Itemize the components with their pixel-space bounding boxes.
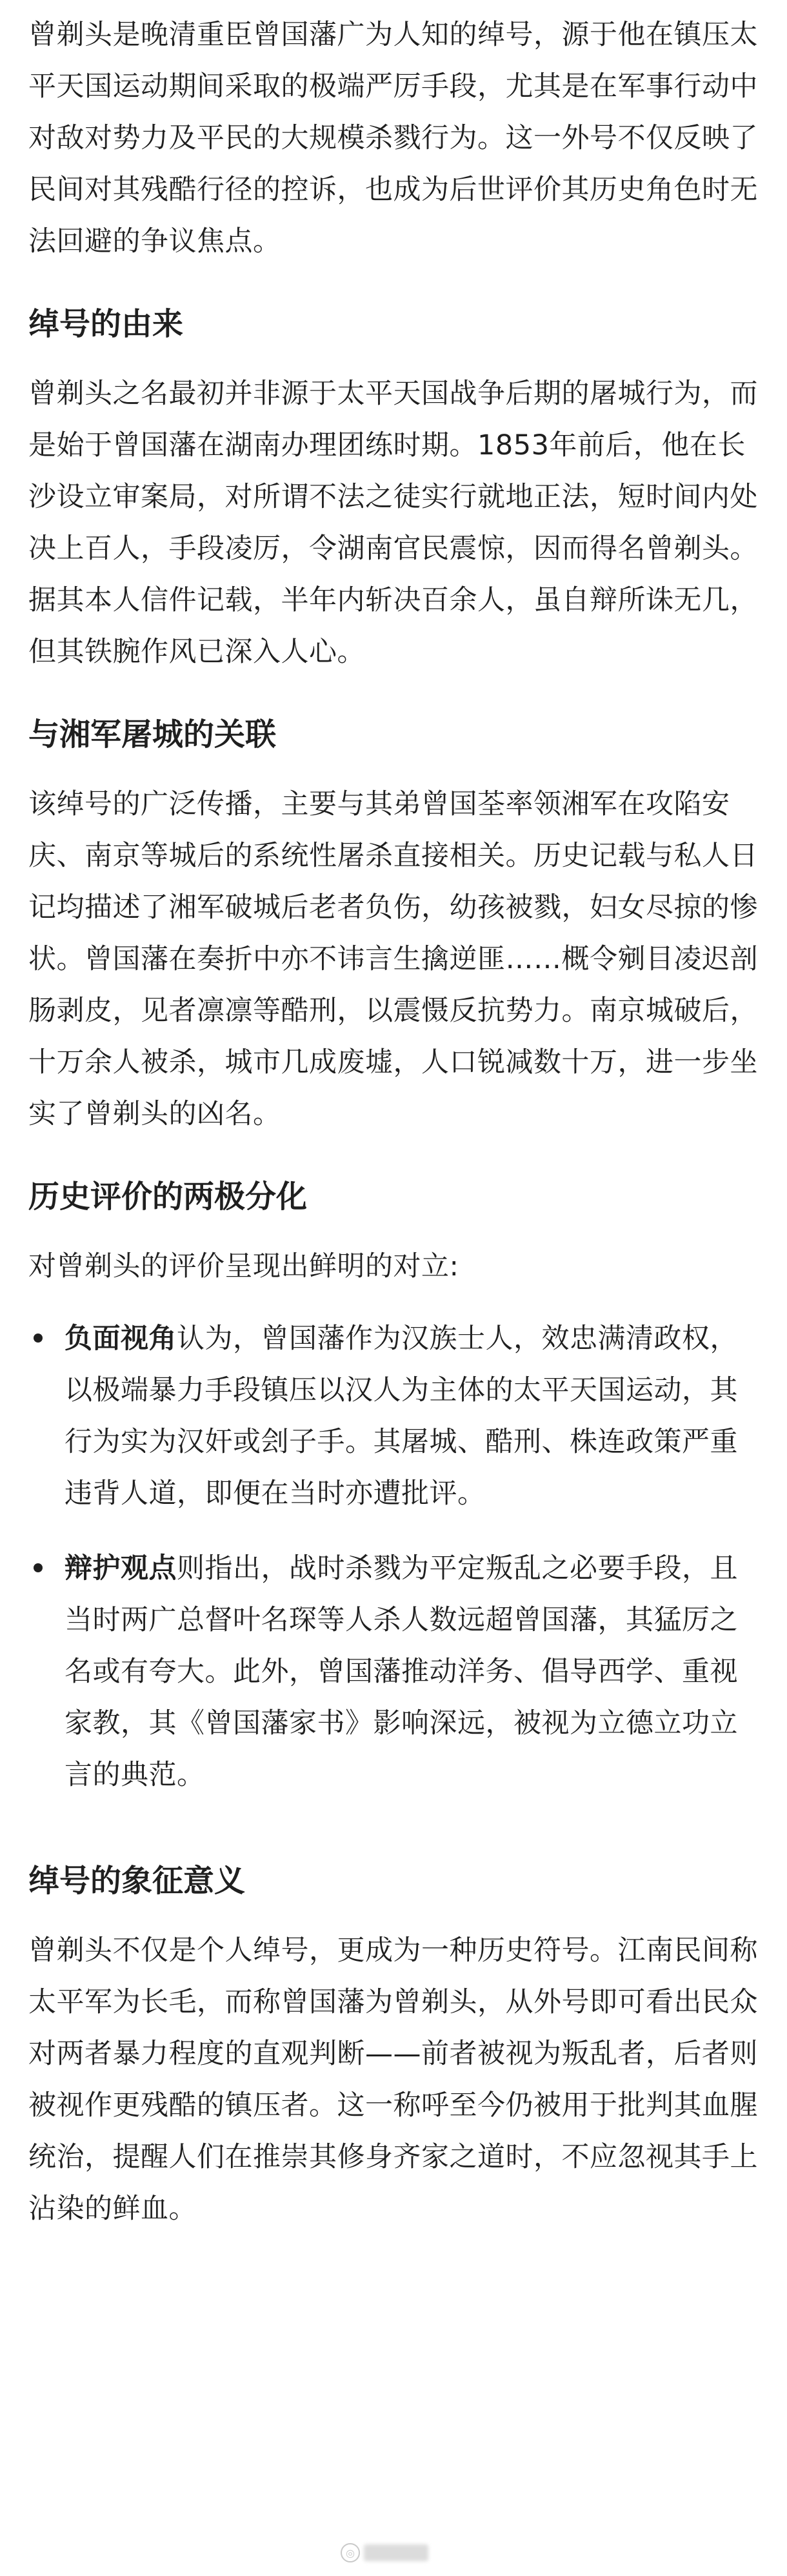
heading-symbolism: 绰号的象征意义 [28,1863,246,1899]
evaluation-lead: 对曾剃头的评价呈现出鲜明的对立: [28,1250,459,1283]
heading-evaluation: 历史评价的两极分化 [28,1179,308,1215]
bullet-dot-icon [34,1334,43,1343]
bullet-term: 辩护观点 [65,1552,177,1585]
symbolism-paragraph: 曾剃头不仅是个人绰号，更成为一种历史符号。江南民间称太平军为长毛，而称曾国藩为曾剃头，从外号即可看出民众对两者暴力程度的直观判断——前者被视为叛乱者，后者则被视作更残酷的镇压者。这一称呼至今仍被用于批判其血腥统治，提醒人们在推崇其修身齐家之道时，不应忽视其手上沾染的鲜血。 [28,1934,758,2225]
evaluation-list [28,1313,759,1801]
bullet-term: 负面视角 [65,1323,177,1355]
intro-paragraph: 曾剃头是晚清重臣曾国藩广为人知的绰号，源于他在镇压太平天国运动期间采取的极端严厉手段，尤其是在军事行动中对敌对势力及平民的大规模杀戮行为。这一外号不仅反映了民间对其残酷行径的控诉，也成为后世评价其历史角色时无法回避的争议焦点。 [28,19,758,258]
heading-origin: 绰号的由来 [28,306,184,342]
heading-xiang-army: 与湘军屠城的关联 [28,716,277,753]
bullet-text: 则指出，战时杀戮为平定叛乱之必要手段，且当时两广总督叶名琛等人杀人数远超曾国藩，其猛厉之名或有夸大。此外，曾国藩推动洋务、倡导西学、重视家教，其《曾国藩家书》影响深远，被视为立德立功立言的典范。 [65,1552,738,1791]
origin-paragraph: 曾剃头之名最初并非源于太平天国战争后期的屠城行为，而是始于曾国藩在湖南办理团练时期。1853年前后，他在长沙设立审案局，对所谓不法之徒实行就地正法，短时间内处决上百人，手段凌厉，令湖南官民震惊，因而得名曾剃头。据其本人信件记载，半年内斩决百余人，虽自辩所诛无几，但其铁腕作风已深入人心。 [28,378,758,668]
bullet-dot-icon [34,1563,43,1572]
weibo-logo-icon: ◎ [341,2543,360,2562]
list-item [28,1543,759,1801]
blurred-username [364,2544,428,2561]
watermark [341,2543,428,2562]
bullet-text: 认为，曾国藩作为汉族士人，效忠满清政权，以极端暴力手段镇压以汉人为主体的太平天国运动，其行为实为汉奸或刽子手。其屠城、酷刑、株连政策严重违背人道，即便在当时亦遭批评。 [65,1323,738,1510]
xiang-army-paragraph: 该绰号的广泛传播，主要与其弟曾国荃率领湘军在攻陷安庆、南京等城后的系统性屠杀直接相关。历史记载与私人日记均描述了湘军破城后老者负伤，幼孩被戮，妇女尽掠的惨状。曾国藩在奏折中亦不讳言生擒逆匪……概令剜目凌迟剖肠剥皮，见者凛凛等酷刑，以震慑反抗势力。南京城破后，十万余人被杀，城市几成废墟，人口锐减数十万，进一步坐实了曾剃头的凶名。 [28,788,758,1130]
list-item [28,1313,759,1519]
